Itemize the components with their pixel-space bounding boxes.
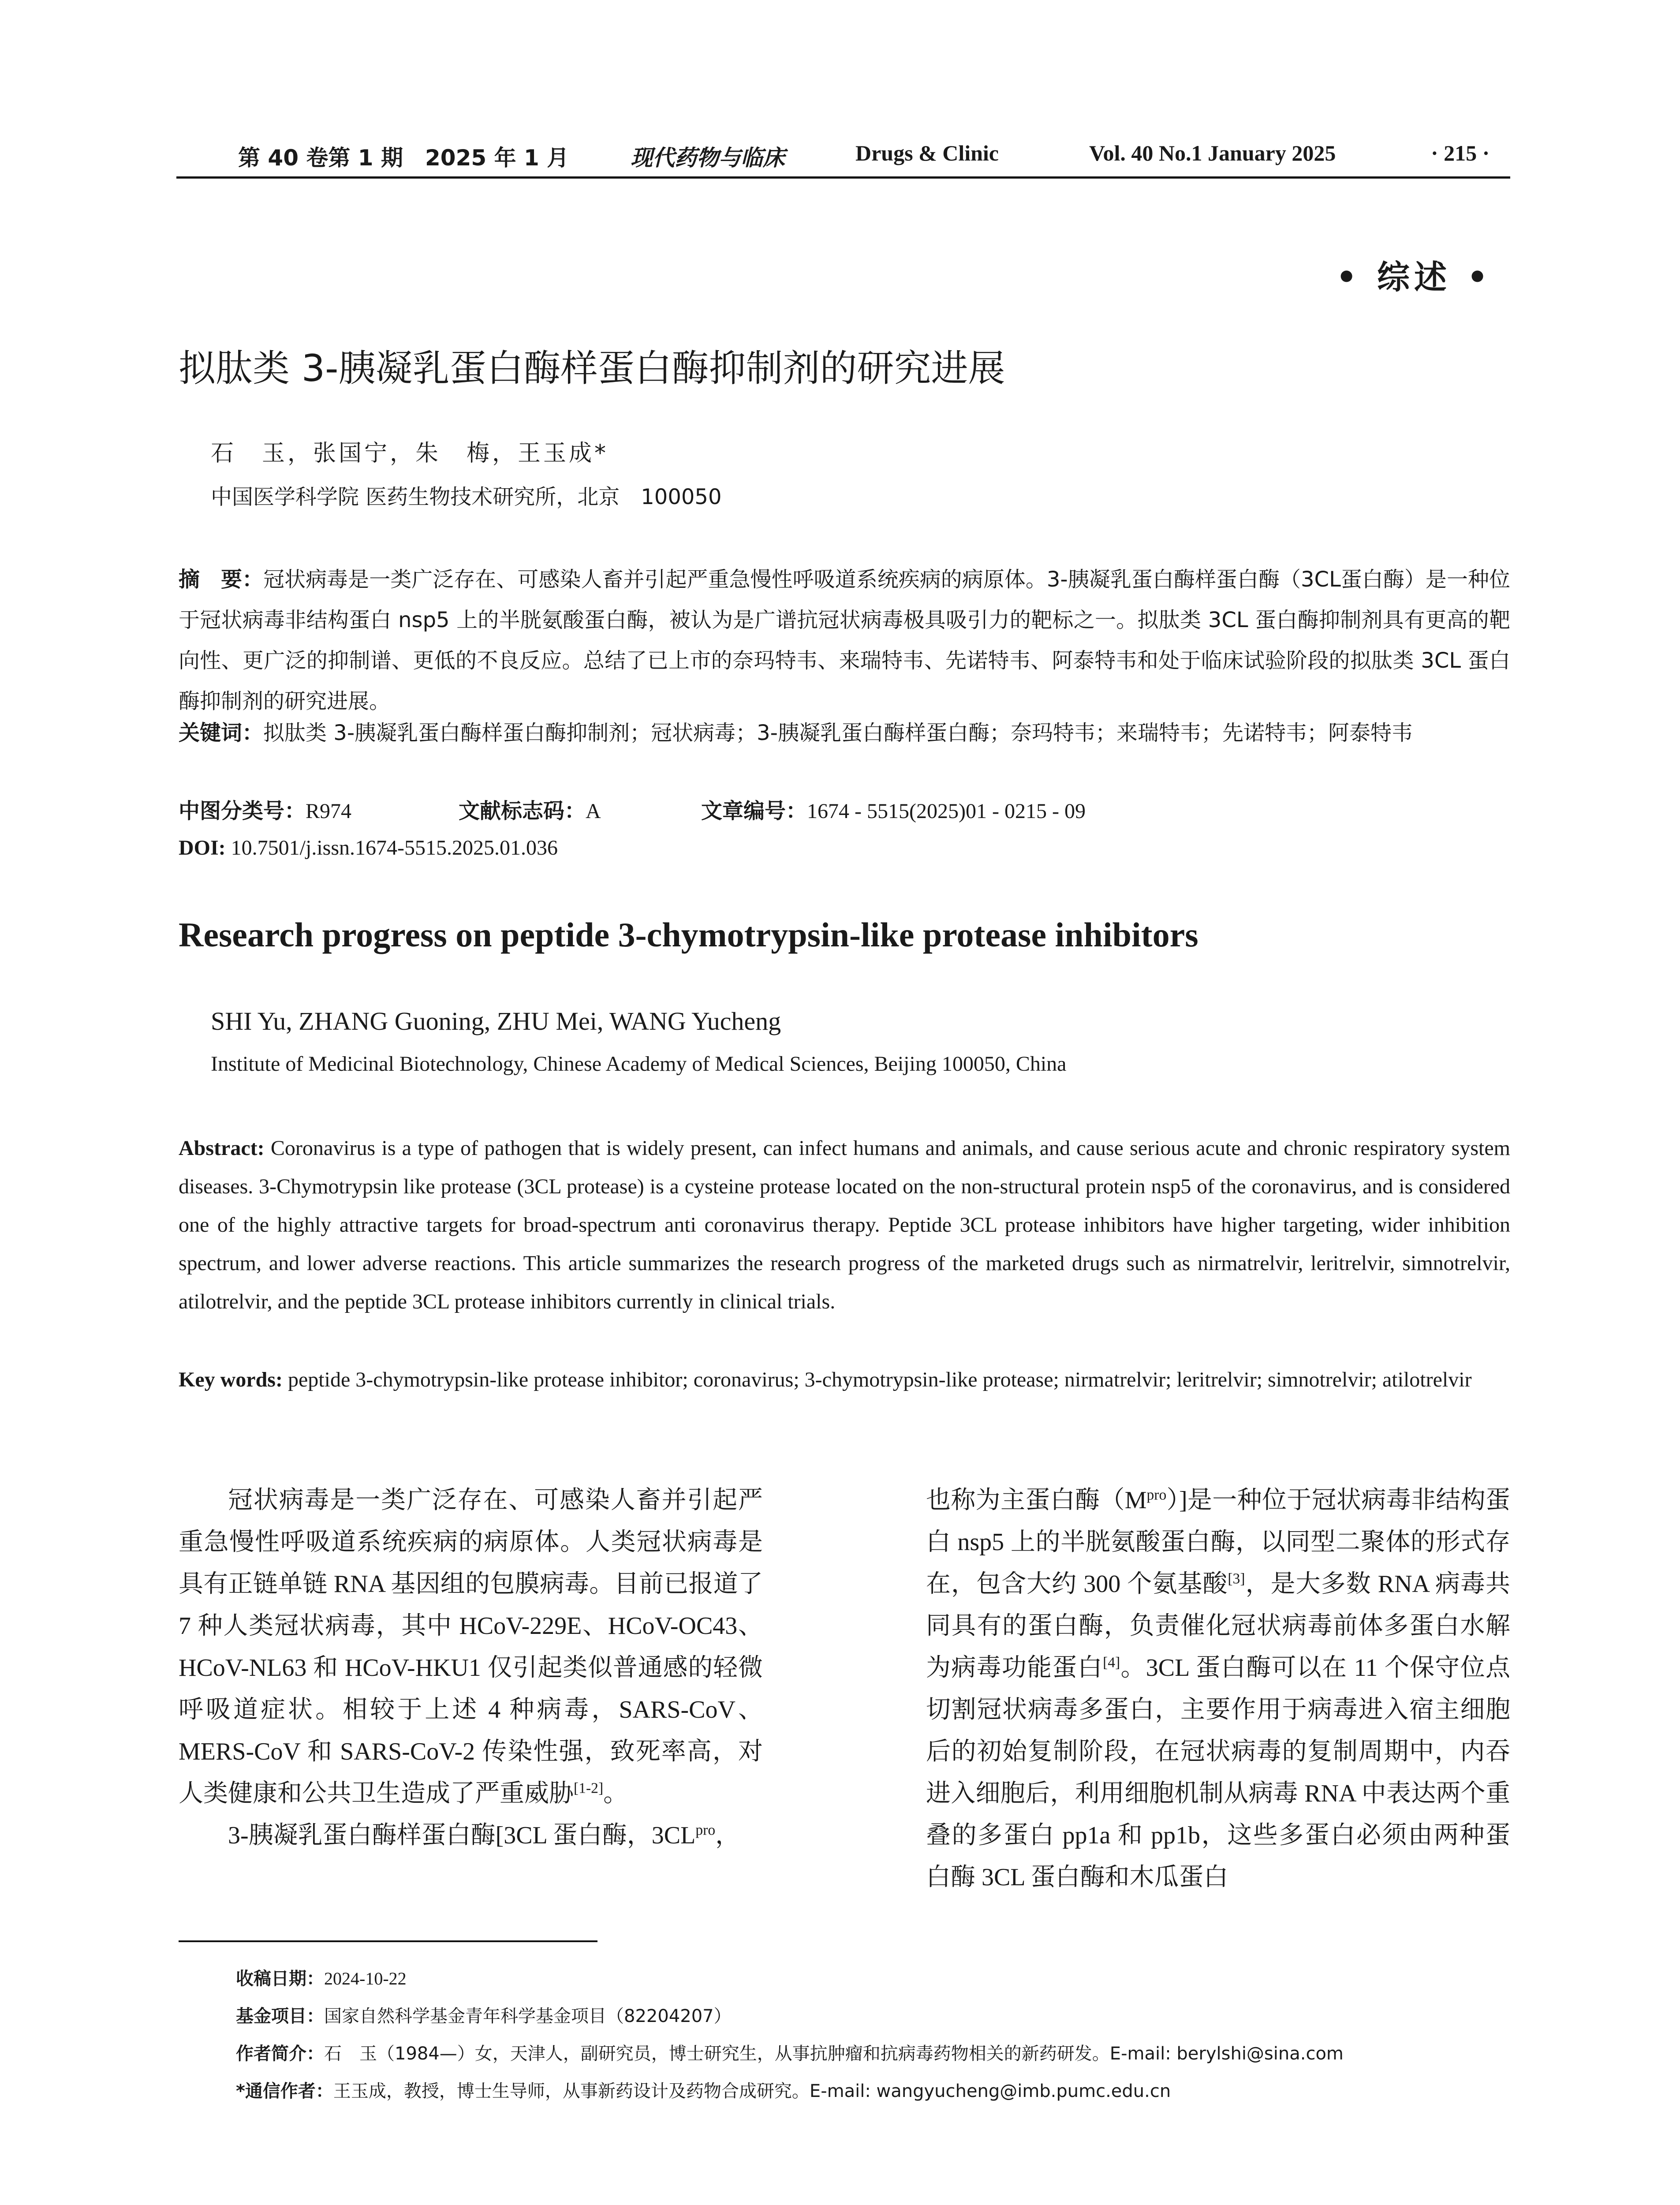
footnote-rule xyxy=(179,1940,597,1942)
body-text: 3-胰凝乳蛋白酶样蛋白酶[3CL 蛋白酶，3CL xyxy=(228,1822,696,1849)
cn-title: 拟肽类 3-胰凝乳蛋白酶样蛋白酶抑制剂的研究进展 xyxy=(179,347,1005,390)
cn-article-no xyxy=(701,794,1086,824)
doi-label: DOI: xyxy=(179,836,226,860)
cn-doc-code-label: 文献标志码： xyxy=(459,799,586,823)
body-left-column xyxy=(179,1480,763,1857)
cn-clc xyxy=(179,794,351,824)
en-abstract-label: Abstract: xyxy=(179,1136,265,1160)
cn-article-no-label: 文章编号： xyxy=(701,799,807,823)
body-right-column xyxy=(926,1480,1510,1899)
cn-abstract xyxy=(179,559,1510,721)
cn-doc-code xyxy=(459,794,601,824)
body-text: ，是大多数 RNA 病毒共同具有的蛋白酶，负责催化冠状病毒前体多蛋白水解为病毒功能蛋白 xyxy=(926,1570,1510,1682)
body-text: ， xyxy=(715,1822,740,1849)
en-abstract-text: Coronavirus is a type of pathogen that is widely present, can infect humans and animals, and cause serious acute and chronic respiratory system diseases. 3-Chymotrypsin like protease (3CL protease) is a cysteine protease located on the non-structural protein nsp5 of the coronavirus, and is considered one of the highly attractive targets for broad-spectrum anti coronavirus therapy. Peptide 3CL protease inhibitors have higher targeting, wider inhibition spectrum, and lower adverse reactions. This article summarizes the research progress of the marketed drugs such as nirmatrelvir, leritrelvir, simnotrelvir, atilotrelvir, and the peptide 3CL protease inhibitors currently in clinical trials. xyxy=(179,1136,1511,1313)
footnote-corresponding-value: 王玉成，教授，博士生导师，从事新药设计及药物合成研究。E-mail: wangyucheng@imb.pumc.edu.cn xyxy=(333,2081,1171,2101)
footnote-fund-label: 基金项目： xyxy=(236,2006,324,2026)
body-text: 也称为主蛋白酶（M xyxy=(926,1487,1147,1514)
cn-clc-value: R974 xyxy=(306,800,352,823)
body-paragraph xyxy=(179,1815,763,1857)
footnote-corresponding-label: *通信作者： xyxy=(236,2081,333,2101)
cn-article-no-value: 1674 - 5515(2025)01 - 0215 - 09 xyxy=(807,800,1086,823)
citation-ref: [3] xyxy=(1228,1570,1245,1587)
footnote-received-label: 收稿日期： xyxy=(236,1969,324,1989)
footnote-author-label: 作者简介： xyxy=(236,2044,324,2064)
en-keywords-label: Key words: xyxy=(179,1368,283,1391)
header-journal-en: Drugs & Clinic xyxy=(855,141,999,165)
section-tag: • 综述 • xyxy=(1336,258,1493,296)
body-text: 冠状病毒是一类广泛存在、可感染人畜并引起严重急慢性呼吸道系统疾病的病原体。人类冠状病毒是具有正链单链 RNA 基因组的包膜病毒。目前已报道了 7 种人类冠状病毒，其中 HCoV-229E、HCoV-OC43、HCoV-NL63 和 HCoV-HKU1 仅引起类似普通感的轻微呼吸道症状。相较于上述 4 种病毒，SARS-CoV、MERS-CoV 和 SARS-CoV-2 传染性强，致死率高，对人类健康和公共卫生造成了严重威胁 xyxy=(179,1487,763,1807)
en-title: Research progress on peptide 3-chymotrypsin-like protease inhibitors xyxy=(179,916,1198,954)
footnote-fund xyxy=(236,2002,732,2027)
footnote-received xyxy=(236,1965,407,1990)
cn-keywords-label: 关键词： xyxy=(179,721,264,745)
superscript: pro xyxy=(1146,1487,1167,1503)
cn-keywords xyxy=(179,713,1510,753)
en-authors: SHI Yu, ZHANG Guoning, ZHU Mei, WANG Yucheng xyxy=(211,1007,781,1035)
body-paragraph xyxy=(926,1480,1510,1899)
en-keywords xyxy=(179,1360,1510,1399)
body-text: ）]是一种位于冠状病毒非结构蛋白 nsp5 上的半胱氨酸蛋白酶，以同型二聚体的形式存在，包含大约 300 个氨基酸 xyxy=(926,1487,1510,1598)
cn-keywords-text: 拟肽类 3-胰凝乳蛋白酶样蛋白酶抑制剂；冠状病毒；3-胰凝乳蛋白酶样蛋白酶；奈玛特韦；来瑞特韦；先诺特韦；阿泰特韦 xyxy=(263,721,1413,745)
footnote-author-value: 石 玉（1984—）女，天津人，副研究员，博士研究生，从事抗肿瘤和抗病毒药物相关的新药研发。E-mail: berylshi@sina.com xyxy=(324,2044,1344,2064)
body-text: 。3CL 蛋白酶可以在 11 个保守位点切割冠状病毒多蛋白，主要作用于病毒进入宿主细胞后的初始复制阶段，在冠状病毒的复制周期中，内吞进入细胞后，利用细胞机制从病毒 RNA 中表达两个重叠的多蛋白 pp1a 和 pp1b，这些多蛋白必须由两种蛋白酶 3CL 蛋白酶和木瓜蛋白 xyxy=(926,1654,1511,1891)
header-journal-cn: 现代药物与临床 xyxy=(631,145,785,171)
cn-authors: 石 玉，张国宁，朱 梅，王玉成* xyxy=(211,440,609,467)
footnote-received-value: 2024-10-22 xyxy=(324,1969,407,1988)
superscript: pro xyxy=(695,1822,716,1839)
body-text: 。 xyxy=(603,1780,628,1807)
citation-ref: [4] xyxy=(1103,1654,1120,1671)
en-keywords-text: peptide 3-chymotrypsin-like protease inhibitor; coronavirus; 3-chymotrypsin-like protease; nirmatrelvir; leritrelvir; simnotrelvir; atilotrelvir xyxy=(287,1368,1472,1391)
cn-affiliation: 中国医学科学院 医药生物技术研究所，北京 100050 xyxy=(211,485,722,509)
footnote-corresponding xyxy=(236,2077,1171,2102)
header-volume-cn: 第 40 卷第 1 期 2025 年 1 月 xyxy=(238,145,569,171)
header-rule xyxy=(176,176,1510,179)
citation-ref: [1-2] xyxy=(574,1780,604,1797)
header-page-number: · 215 · xyxy=(1431,141,1490,165)
doi xyxy=(179,836,558,860)
cn-doc-code-value: A xyxy=(586,800,601,823)
en-affiliation: Institute of Medicinal Biotechnology, Chinese Academy of Medical Sciences, Beijing 100050, China xyxy=(211,1052,1067,1076)
cn-abstract-label: 摘 要： xyxy=(179,567,264,592)
en-abstract xyxy=(179,1129,1510,1321)
body-paragraph xyxy=(179,1480,763,1815)
footnote-author xyxy=(236,2040,1344,2065)
footnote-fund-value: 国家自然科学基金青年科学基金项目（82204207） xyxy=(324,2006,732,2026)
cn-abstract-text: 冠状病毒是一类广泛存在、可感染人畜并引起严重急慢性呼吸道系统疾病的病原体。3-胰凝乳蛋白酶样蛋白酶（3CL蛋白酶）是一种位于冠状病毒非结构蛋白 nsp5 上的半胱氨酸蛋白酶，被认为是广谱抗冠状病毒极具吸引力的靶标之一。拟肽类 3CL 蛋白酶抑制剂具有更高的靶向性、更广泛的抑制谱、更低的不良反应。总结了已上市的奈玛特韦、来瑞特韦、先诺特韦、阿泰特韦和处于临床试验阶段的拟肽类 3CL 蛋白酶抑制剂的研究进展。 xyxy=(179,567,1510,714)
doi-value: 10.7501/j.issn.1674-5515.2025.01.036 xyxy=(231,836,558,860)
cn-clc-label: 中图分类号： xyxy=(179,799,306,823)
header-volume-en: Vol. 40 No.1 January 2025 xyxy=(1089,141,1336,165)
